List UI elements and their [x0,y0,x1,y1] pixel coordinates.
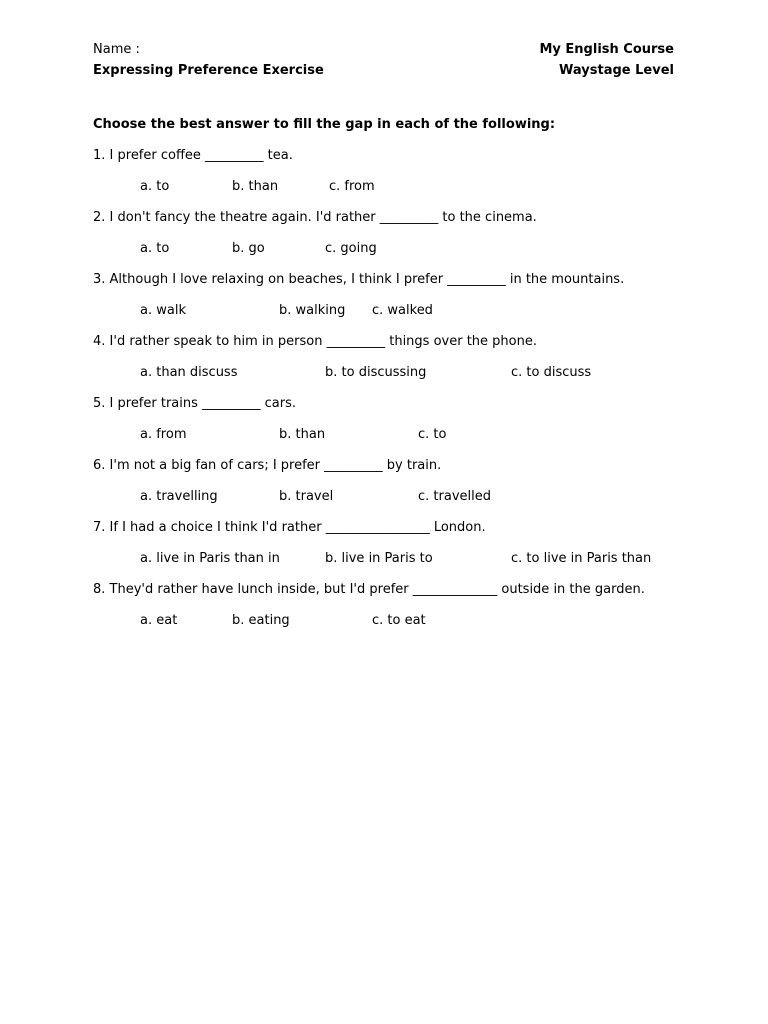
question-text: 4. I'd rather speak to him in person _________ things over the phone. [93,334,537,349]
option-b: b. travel [279,489,334,504]
option-a: a. than discuss [140,365,238,380]
document-title: Expressing Preference Exercise [93,63,324,78]
option-c: c. to [418,427,447,442]
option-c: c. to discuss [511,365,592,380]
option-a: a. from [140,427,187,442]
option-b: b. to discussing [325,365,427,380]
question-text: 5. I prefer trains _________ cars. [93,396,297,411]
option-c: c. walked [372,303,433,318]
question-text: 2. I don't fancy the theatre again. I'd rather _________ to the cinema. [93,210,537,225]
option-b: b. go [232,241,265,256]
course-level: Waystage Level [559,63,674,78]
option-c: c. going [325,241,377,256]
question-text: 1. I prefer coffee _________ tea. [93,148,293,163]
question-text: 3. Although I love relaxing on beaches, I think I prefer _________ in the mountains. [93,272,625,287]
option-a: a. live in Paris than in [140,551,280,566]
option-b: b. live in Paris to [325,551,433,566]
course-name: My English Course [539,42,674,57]
question-text: 8. They'd rather have lunch inside, but I'd prefer _____________ outside in the garden. [93,582,645,597]
option-a: a. to [140,241,170,256]
question-text: 6. I'm not a big fan of cars; I prefer _________ by train. [93,458,442,473]
option-c: c. to eat [372,613,426,628]
option-b: b. than [279,427,326,442]
name-label: Name : [93,42,140,57]
option-c: c. from [329,179,375,194]
instructions: Choose the best answer to fill the gap in each of the following: [93,117,556,132]
question-text: 7. If I had a choice I think I'd rather ________________ London. [93,520,486,535]
option-a: a. eat [140,613,178,628]
option-a: a. walk [140,303,186,318]
option-c: c. travelled [418,489,491,504]
option-b: b. than [232,179,279,194]
option-a: a. to [140,179,170,194]
option-c: c. to live in Paris than [511,551,652,566]
option-a: a. travelling [140,489,218,504]
option-b: b. walking [279,303,346,318]
option-b: b. eating [232,613,290,628]
